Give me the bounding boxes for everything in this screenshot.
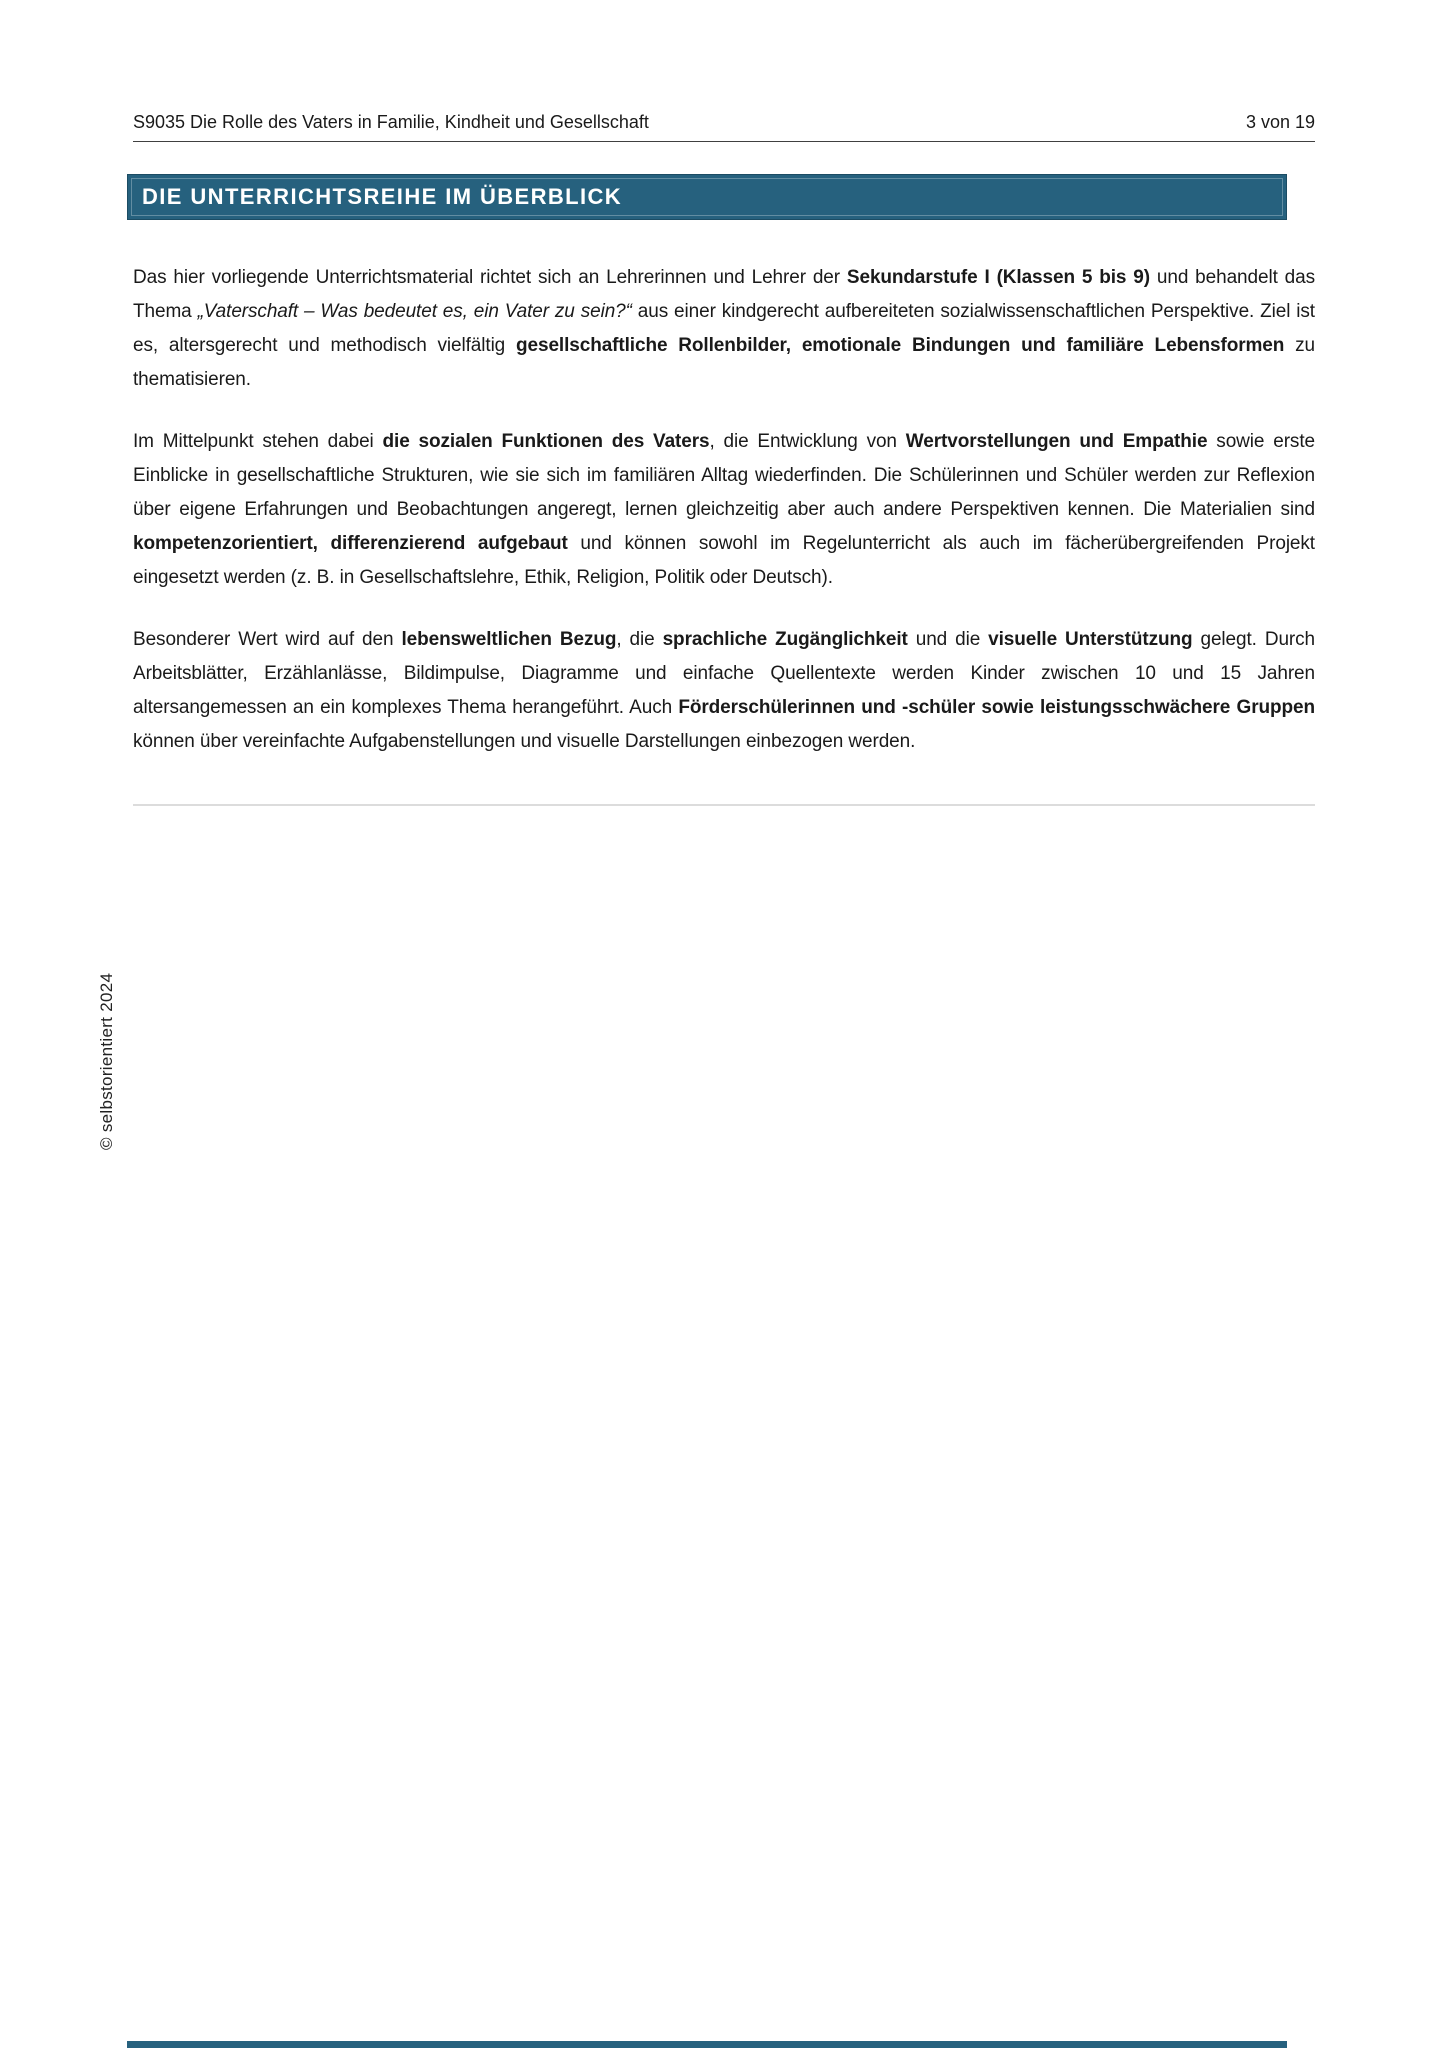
paragraph-overview-2: Im Mittelpunkt stehen dabei die sozialen Funktionen des Vaters, die Entwicklung von Wertvorstellungen und Empathie sowie erste Einblicke in gesellschaftliche Strukturen, wie sie sich im familiären Alltag wiederfinden. Die Schülerinnen und Schüler werden zur Reflexion über eigene Erfahrungen und Beobachtungen angeregt, lernen gleichzeitig aber auch andere Perspektiven kennen. Die Materialien sind kompetenzorientiert, differenzierend aufgebaut und können sowohl im Regelunterricht als auch im fächerübergreifenden Projekt eingesetzt werden (z. B. in Gesellschaftslehre, Ethik, Religion, Politik oder Deutsch). — [133, 431, 1315, 588]
section-banner — [127, 174, 1287, 220]
header-doc-title: S9035 Die Rolle des Vaters in Familie, Kindheit und Gesellschaft — [133, 112, 649, 132]
header-page-number: 3 von 19 — [1245, 112, 1315, 132]
document-page — [0, 0, 1448, 806]
header-rule — [133, 141, 1315, 142]
section-banner-title: DIE UNTERRICHTSREIHE IM ÜBERBLICK — [142, 184, 623, 209]
paragraph-overview-1: Das hier vorliegende Unterrichtsmaterial richtet sich an Lehrerinnen und Lehrer der Sekundarstufe I (Klassen 5 bis 9) und behandelt das Thema „Vaterschaft – Was bedeutet es, ein Vater zu sein?“ aus einer kindgerecht aufbereiteten sozialwissenschaftlichen Perspektive. Ziel ist es, altersgerecht und methodisch vielfältig gesellschaftliche Rollenbilder, emotionale Bindungen und familiäre Lebensformen zu thematisieren. — [133, 267, 1315, 390]
page-header — [133, 0, 1315, 132]
copyright-note: © selbstorientiert 2024 — [97, 972, 116, 1150]
section-divider — [133, 804, 1315, 806]
next-section-banner-edge — [127, 2041, 1287, 2048]
paragraph-overview-3: Besonderer Wert wird auf den lebensweltlichen Bezug, die sprachliche Zugänglichkeit und die visuelle Unterstützung gelegt. Durch Arbeitsblätter, Erzählanlässe, Bildimpulse, Diagramme und einfache Quellentexte werden Kinder zwischen 10 und 15 Jahren altersangemessen an ein komplexes Thema herangeführt. Auch Förderschülerinnen und -schüler sowie leistungsschwächere Gruppen können über vereinfachte Aufgabenstellungen und visuelle Darstellungen einbezogen werden. — [133, 629, 1316, 752]
